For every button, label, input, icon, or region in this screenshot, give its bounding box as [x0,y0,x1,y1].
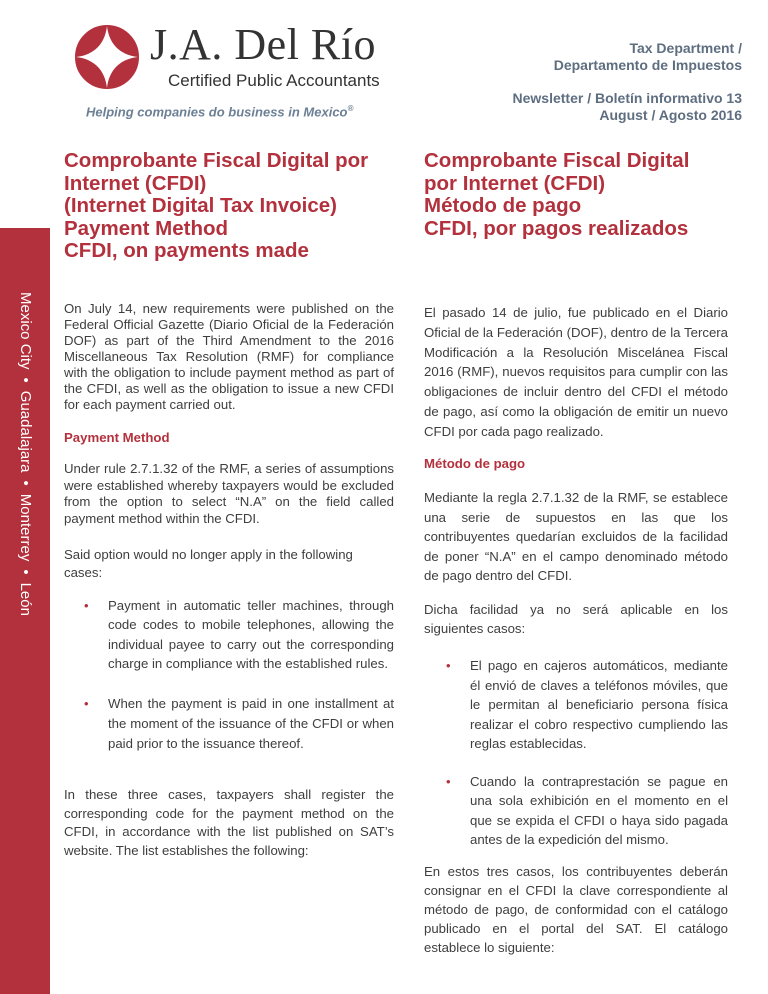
office-cities [16,274,34,634]
firm-logo-icon [72,22,142,92]
city-separator: • [17,377,34,383]
english-paragraph-3: In these three cases, taxpayers shall register the corresponding code for the payment method on the CFDI, in accordance with the list published on SAT’s website. The list establishes the following: [64,787,394,858]
spanish-title-line: Método de pago [424,194,582,217]
spanish-intro: El pasado 14 de julio, fue publicado en el Diario Oficial de la Federación (DOF), dentro de la Tercera Modificación a la Resolución Miscelánea Fiscal 2016 (RMF), nuevos requisitos para cumplir con las obligaciones de incluir dentro del CFDI el método de pago, así como la obligación de emitir un nuevo CFDI por cada pago realizado. [424,305,728,439]
english-title [64,150,404,263]
newsletter-date: August / Agosto 2016 [599,107,742,123]
list-item: • Payment in automatic teller machines, through code codes to mobile telephones, allowing the individual payee to carry out the corresponding charge in compliance with the established rules. [108,596,394,674]
city-guadalajara: Guadalajara [17,390,34,473]
spanish-title [424,150,734,240]
city-monterrey: Monterrey [17,493,34,562]
list-item: • Cuando la contraprestación se pague en una sola exhibición en el momento en el que se expida el CFDI o haya sido pagada antes de la expedición del mismo. [470,772,728,850]
firm-name: J.A. Del Río [150,20,376,69]
spanish-title-line: Comprobante Fiscal Digital [424,149,690,172]
city-mexico-city: Mexico City [17,292,34,370]
spanish-title-line: CFDI, por pagos realizados [424,216,689,240]
newsletter-number: Newsletter / Boletín informativo 13 [512,90,742,106]
english-title-line: (Internet Digital Tax Invoice) [64,194,337,217]
city-leon: León [17,582,34,616]
list-item: • El pago en cajeros automáticos, mediante él envió de claves a teléfonos móviles, que le permitan al beneficiario persona física realizar el cobro respectivo cumpliendo las reglas establecidas. [470,656,728,754]
spanish-title-line: por Internet (CFDI) [424,171,606,195]
spanish-paragraph-1: Mediante la regla 2.7.1.32 de la RMF, se establece una serie de supuestos en las que los contribuyentes quedarían excluidos de la facilidad de poner “N.A” en el campo denominado método de pago dentro del CFDI. [424,490,728,583]
department-label: Tax Department / [629,40,742,56]
firm-subtitle: Certified Public Accountants [168,71,380,90]
tagline [86,104,353,119]
city-separator: • [17,480,34,486]
english-title-line: Internet (CFDI) [64,171,207,195]
english-paragraph-2: Said option would no longer apply in the following cases: [64,547,353,580]
english-bullet-list [108,596,394,754]
english-title-line: Comprobante Fiscal Digital por [64,149,369,172]
english-title-line: Payment Method [64,216,229,240]
english-title-line: CFDI, on payments made [64,239,309,262]
spanish-paragraph-2: Dicha facilidad ya no será aplicable en los siguientes casos: [424,602,728,636]
registered-mark: ® [347,104,354,113]
list-item: • When the payment is paid in one installment at the moment of the issuance of the CFDI or when paid prior to the issuance thereof. [108,694,394,754]
spanish-subheading: Método de pago [424,456,526,471]
english-subheading: Payment Method [64,430,170,445]
city-separator: • [17,569,34,575]
tagline-text: Helping companies do business in Mexico [86,104,348,120]
spanish-paragraph-3: En estos tres casos, los contribuyentes deberán consignar en el CFDI la clave correspondiente al método de pago, de conformidad con el catálogo publicado en el portal del SAT. El catálogo establece lo siguiente: [424,864,728,955]
spanish-bullet-list [470,656,728,850]
department-label-es: Departamento de Impuestos [553,57,742,73]
english-paragraph-1: Under rule 2.7.1.32 of the RMF, a series of assumptions were established whereby taxpayers would be excluded from the option to select “N.A” on the field called payment method within the CFDI. [64,461,394,526]
english-intro: On July 14, new requirements were published on the Federal Official Gazette (Diario Oficial de la Federación DOF) as part of the Third Amendment to the 2016 Miscellaneous Tax Resolution (RMF) for compliance with the obligation to include payment method as part of the CFDI, as well as the obligation to issue a new CFDI for each payment carried out. [64,301,394,412]
